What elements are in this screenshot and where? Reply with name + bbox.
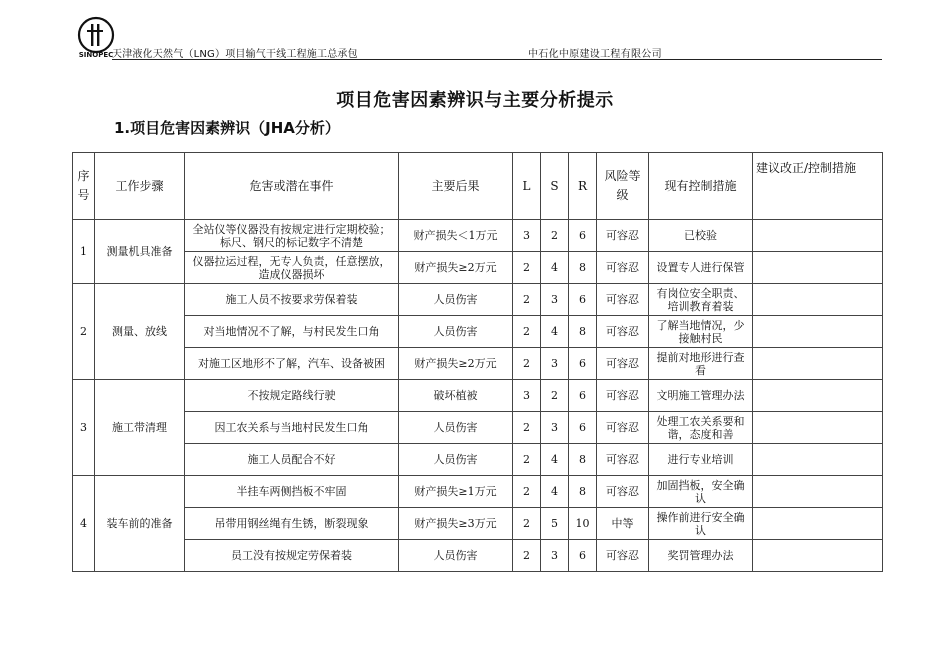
page-header bbox=[72, 14, 882, 60]
section-heading: 1.项目危害因素辨识（JHA分析） bbox=[114, 119, 340, 137]
cell-s: 4 bbox=[541, 444, 569, 476]
cell-l: 2 bbox=[513, 316, 541, 348]
cell-step: 装车前的准备 bbox=[95, 476, 185, 572]
cell-risk: 可容忍 bbox=[597, 412, 649, 444]
cell-hazard: 对当地情况不了解，与村民发生口角 bbox=[185, 316, 399, 348]
table-row bbox=[73, 220, 883, 252]
cell-l: 2 bbox=[513, 284, 541, 316]
table-row bbox=[73, 380, 883, 412]
cell-l: 2 bbox=[513, 540, 541, 572]
cell-consequence: 财产损失＜1万元 bbox=[399, 220, 513, 252]
cell-hazard: 员工没有按规定劳保着装 bbox=[185, 540, 399, 572]
cell-suggestion bbox=[753, 508, 883, 540]
cell-control: 设置专人进行保管 bbox=[649, 252, 753, 284]
cell-control: 进行专业培训 bbox=[649, 444, 753, 476]
cell-no: 1 bbox=[73, 220, 95, 284]
cell-r: 6 bbox=[569, 348, 597, 380]
sinopec-logo bbox=[76, 16, 116, 60]
header-hazard: 危害或潜在事件 bbox=[185, 153, 399, 220]
cell-step: 施工带清理 bbox=[95, 380, 185, 476]
cell-no: 2 bbox=[73, 284, 95, 380]
cell-r: 8 bbox=[569, 252, 597, 284]
cell-suggestion bbox=[753, 252, 883, 284]
header-suggestion: 建议改正/控制措施 bbox=[753, 153, 883, 220]
cell-risk: 可容忍 bbox=[597, 348, 649, 380]
table-row bbox=[73, 540, 883, 572]
cell-hazard: 不按规定路线行驶 bbox=[185, 380, 399, 412]
table-header-row bbox=[73, 153, 883, 220]
cell-consequence: 破坏植被 bbox=[399, 380, 513, 412]
cell-s: 4 bbox=[541, 316, 569, 348]
cell-l: 2 bbox=[513, 508, 541, 540]
cell-suggestion bbox=[753, 444, 883, 476]
table-row bbox=[73, 508, 883, 540]
cell-r: 6 bbox=[569, 540, 597, 572]
header-l: L bbox=[513, 153, 541, 220]
cell-hazard: 吊带用钢丝绳有生锈，断裂现象 bbox=[185, 508, 399, 540]
cell-r: 6 bbox=[569, 412, 597, 444]
cell-hazard: 因工农关系与当地村民发生口角 bbox=[185, 412, 399, 444]
header-control: 现有控制措施 bbox=[649, 153, 753, 220]
table-row bbox=[73, 412, 883, 444]
cell-hazard: 施工人员不按要求劳保着装 bbox=[185, 284, 399, 316]
cell-s: 3 bbox=[541, 284, 569, 316]
cell-suggestion bbox=[753, 220, 883, 252]
cell-l: 2 bbox=[513, 348, 541, 380]
cell-suggestion bbox=[753, 284, 883, 316]
header-step: 工作步骤 bbox=[95, 153, 185, 220]
cell-risk: 可容忍 bbox=[597, 220, 649, 252]
cell-l: 2 bbox=[513, 444, 541, 476]
cell-control: 已校验 bbox=[649, 220, 753, 252]
cell-r: 10 bbox=[569, 508, 597, 540]
table-row bbox=[73, 348, 883, 380]
table-row bbox=[73, 316, 883, 348]
cell-control: 加固挡板，安全确认 bbox=[649, 476, 753, 508]
table-row bbox=[73, 476, 883, 508]
cell-consequence: 财产损失≥2万元 bbox=[399, 252, 513, 284]
cell-l: 2 bbox=[513, 412, 541, 444]
cell-s: 4 bbox=[541, 476, 569, 508]
cell-consequence: 人员伤害 bbox=[399, 284, 513, 316]
cell-no: 4 bbox=[73, 476, 95, 572]
cell-risk: 可容忍 bbox=[597, 444, 649, 476]
cell-l: 3 bbox=[513, 220, 541, 252]
cell-no: 3 bbox=[73, 380, 95, 476]
cell-r: 8 bbox=[569, 444, 597, 476]
cell-suggestion bbox=[753, 412, 883, 444]
cell-s: 4 bbox=[541, 252, 569, 284]
cell-s: 3 bbox=[541, 540, 569, 572]
cell-hazard: 半挂车两侧挡板不牢固 bbox=[185, 476, 399, 508]
header-risk-level: 风险等级 bbox=[597, 153, 649, 220]
cell-control: 处理工农关系要和谐，态度和善 bbox=[649, 412, 753, 444]
cell-control: 文明施工管理办法 bbox=[649, 380, 753, 412]
cell-control: 有岗位安全职责、培训教育着装 bbox=[649, 284, 753, 316]
cell-risk: 可容忍 bbox=[597, 284, 649, 316]
cell-consequence: 人员伤害 bbox=[399, 316, 513, 348]
cell-l: 2 bbox=[513, 252, 541, 284]
cell-risk: 可容忍 bbox=[597, 476, 649, 508]
header-s: S bbox=[541, 153, 569, 220]
cell-hazard: 仪器拉运过程，无专人负责，任意摆放，造成仪器损坏 bbox=[185, 252, 399, 284]
cell-hazard: 施工人员配合不好 bbox=[185, 444, 399, 476]
jha-table bbox=[72, 152, 883, 572]
cell-consequence: 财产损失≥3万元 bbox=[399, 508, 513, 540]
cell-risk: 可容忍 bbox=[597, 252, 649, 284]
cell-consequence: 财产损失≥2万元 bbox=[399, 348, 513, 380]
header-no: 序号 bbox=[73, 153, 95, 220]
table-row bbox=[73, 284, 883, 316]
cell-l: 2 bbox=[513, 476, 541, 508]
cell-consequence: 人员伤害 bbox=[399, 444, 513, 476]
cell-suggestion bbox=[753, 348, 883, 380]
cell-control: 提前对地形进行查看 bbox=[649, 348, 753, 380]
cell-r: 8 bbox=[569, 476, 597, 508]
cell-risk: 可容忍 bbox=[597, 380, 649, 412]
cell-s: 2 bbox=[541, 220, 569, 252]
cell-risk: 可容忍 bbox=[597, 540, 649, 572]
cell-risk: 可容忍 bbox=[597, 316, 649, 348]
logo-text: SINOPEC bbox=[78, 51, 114, 59]
cell-control: 了解当地情况，少接触村民 bbox=[649, 316, 753, 348]
cell-suggestion bbox=[753, 380, 883, 412]
cell-l: 3 bbox=[513, 380, 541, 412]
cell-hazard: 对施工区地形不了解，汽车、设备被困 bbox=[185, 348, 399, 380]
header-consequence: 主要后果 bbox=[399, 153, 513, 220]
cell-step: 测量机具准备 bbox=[95, 220, 185, 284]
cell-r: 6 bbox=[569, 380, 597, 412]
cell-risk: 中等 bbox=[597, 508, 649, 540]
header-r: R bbox=[569, 153, 597, 220]
table-row bbox=[73, 444, 883, 476]
cell-step: 测量、放线 bbox=[95, 284, 185, 380]
cell-s: 3 bbox=[541, 412, 569, 444]
cell-consequence: 人员伤害 bbox=[399, 412, 513, 444]
cell-suggestion bbox=[753, 540, 883, 572]
cell-hazard: 全站仪等仪器没有按规定进行定期校验；标尺、钢尺的标记数字不清楚 bbox=[185, 220, 399, 252]
cell-consequence: 财产损失≥1万元 bbox=[399, 476, 513, 508]
header-divider bbox=[112, 59, 882, 60]
document-title: 项目危害因素辨识与主要分析提示 bbox=[336, 90, 614, 111]
cell-control: 奖罚管理办法 bbox=[649, 540, 753, 572]
cell-s: 5 bbox=[541, 508, 569, 540]
cell-s: 3 bbox=[541, 348, 569, 380]
cell-r: 6 bbox=[569, 220, 597, 252]
cell-s: 2 bbox=[541, 380, 569, 412]
header-company-name: 中石化中原建设工程有限公司 bbox=[528, 49, 662, 60]
cell-suggestion bbox=[753, 476, 883, 508]
table-row bbox=[73, 252, 883, 284]
header-project-name: 天津液化天然气（LNG）项目输气干线工程施工总承包 bbox=[112, 49, 358, 60]
cell-r: 6 bbox=[569, 284, 597, 316]
cell-r: 8 bbox=[569, 316, 597, 348]
table-body bbox=[73, 220, 883, 572]
cell-consequence: 人员伤害 bbox=[399, 540, 513, 572]
cell-suggestion bbox=[753, 316, 883, 348]
cell-control: 操作前进行安全确认 bbox=[649, 508, 753, 540]
